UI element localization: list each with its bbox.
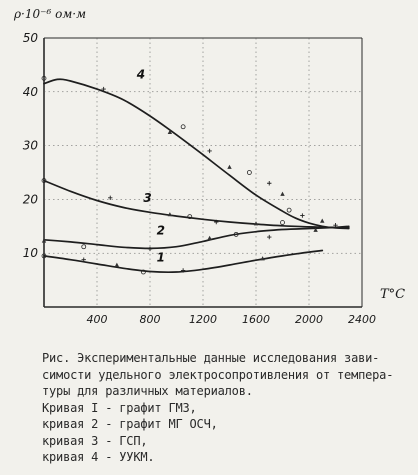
y-tick-label: 30: [22, 138, 38, 153]
data-point: [247, 171, 251, 175]
y-tick-label: 50: [22, 31, 38, 45]
data-point: [207, 236, 211, 240]
data-point: [280, 192, 284, 196]
data-point: [267, 181, 271, 185]
x-tick-label: 2000: [295, 313, 323, 326]
y-tick-label: 20: [22, 192, 38, 207]
data-point: [181, 125, 185, 129]
data-point: [281, 221, 285, 225]
caption-line: кривая 3 - ГСП,: [42, 433, 148, 448]
caption-line: кривая 2 - графит МГ ОСЧ,: [42, 417, 218, 431]
y-axis-label: ρ·10⁻⁶ ом·м: [14, 7, 87, 21]
data-point: [267, 235, 271, 239]
caption-line: симости удельного электросопротивления от темпера-: [42, 367, 394, 382]
data-point: [115, 263, 119, 267]
series-label: 3: [143, 191, 152, 206]
y-tick-label: 10: [22, 246, 38, 261]
data-point: [320, 219, 324, 223]
series-label: 1: [156, 250, 165, 265]
x-tick-label: 1200: [189, 313, 217, 326]
x-tick-label: 400: [86, 313, 108, 326]
figure-caption: [42, 350, 412, 466]
data-point: [300, 213, 304, 217]
caption-line: Кривая I - графит ГМЗ,: [42, 400, 197, 415]
caption-line: Рис. Экспериментальные данные исследования зави-: [42, 351, 380, 365]
x-tick-label: 800: [139, 313, 161, 326]
data-point: [148, 247, 152, 251]
series-line-2: [44, 226, 349, 248]
data-point: [227, 165, 231, 169]
y-tick-label: 40: [22, 84, 38, 99]
x-tick-label: 2400: [348, 313, 376, 326]
caption-line: кривая 4 - УУКМ.: [42, 450, 155, 464]
data-point: [207, 149, 211, 153]
series-label: 4: [136, 67, 146, 82]
data-point: [287, 208, 291, 212]
x-axis-label: T°C: [380, 287, 406, 302]
series-line-4: [44, 79, 349, 228]
x-tick-label: 1600: [242, 313, 270, 326]
data-point: [82, 245, 86, 249]
caption-line: туры для различных материалов.: [42, 384, 253, 398]
series-label: 2: [156, 223, 165, 238]
